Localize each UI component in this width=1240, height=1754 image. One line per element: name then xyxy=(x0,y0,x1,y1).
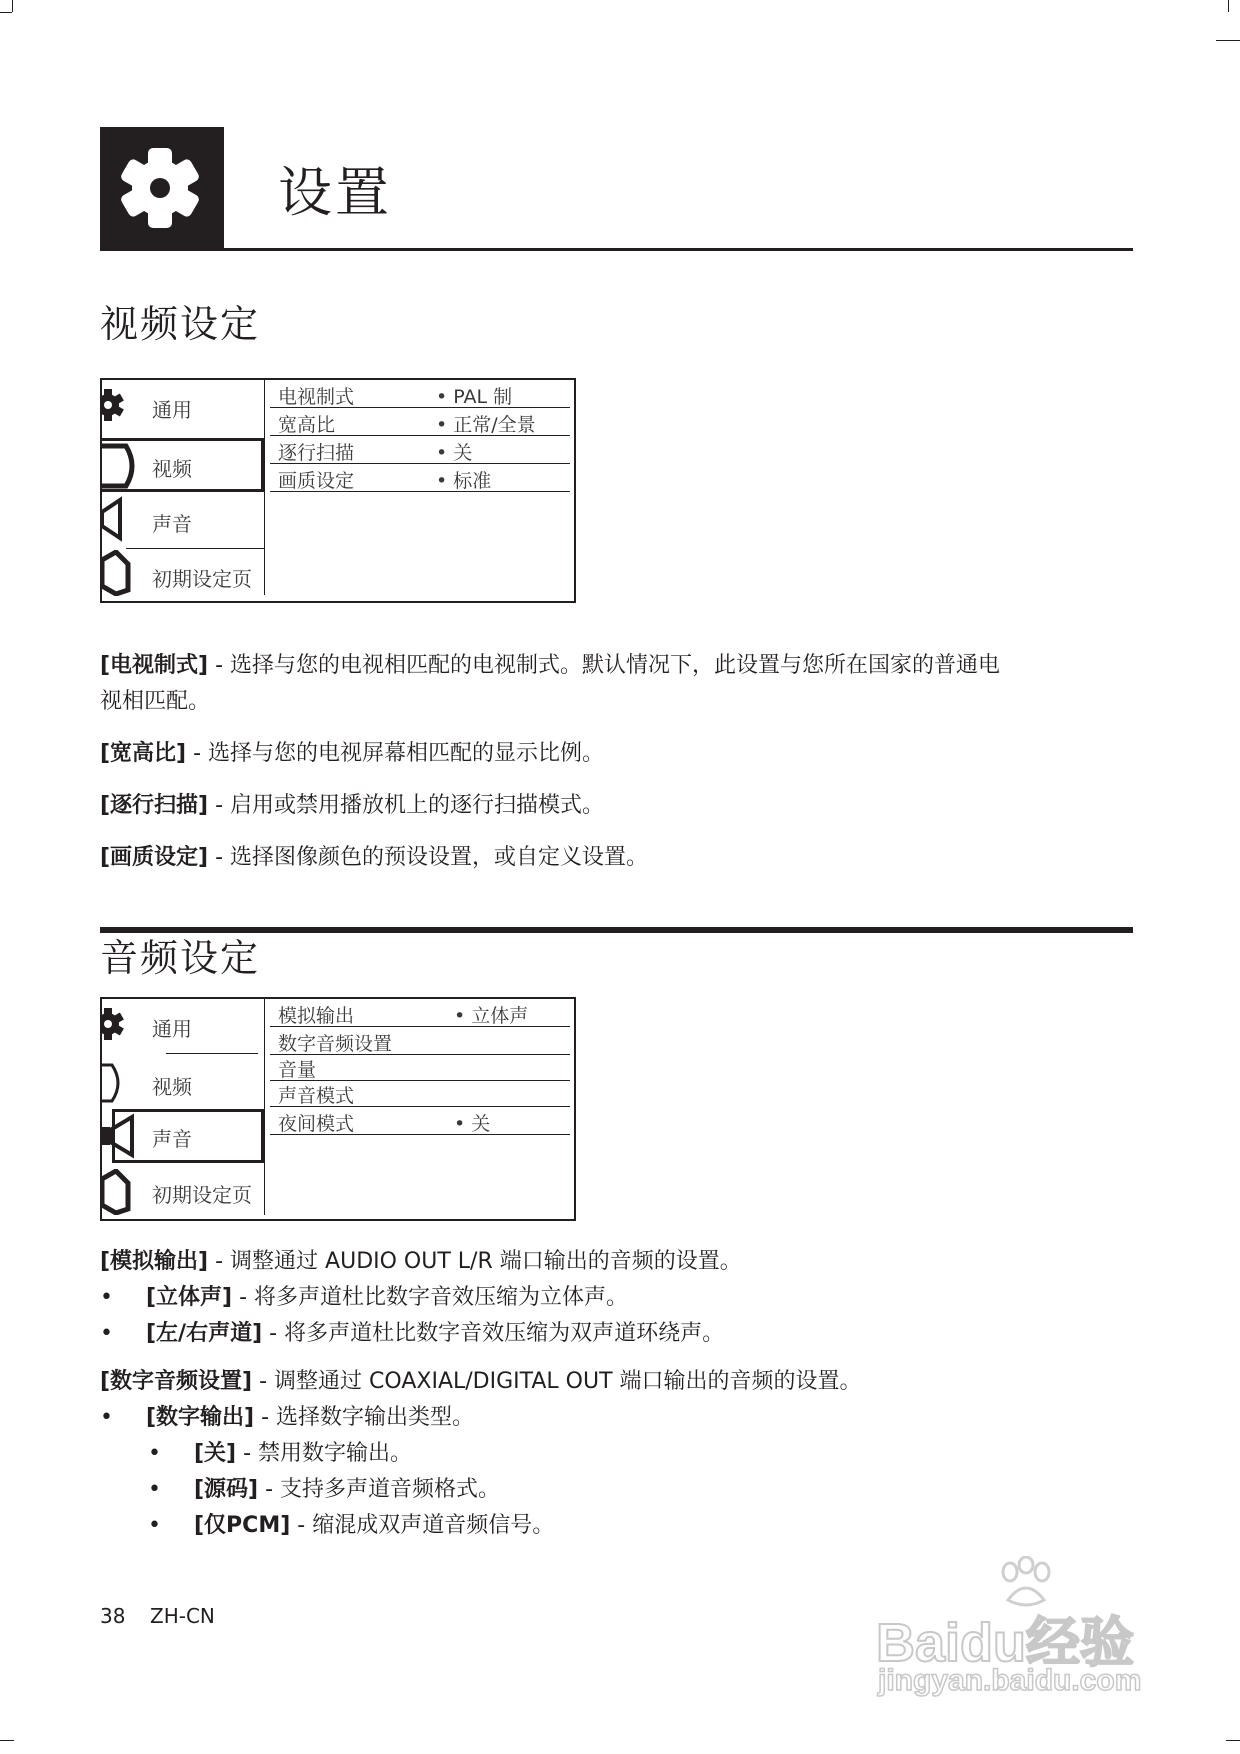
monitor-icon xyxy=(100,442,142,490)
menu-divider xyxy=(264,999,265,1215)
menu-row: 宽高比 • 正常/全景 xyxy=(270,408,570,436)
menu-row: 声音模式 xyxy=(270,1081,570,1107)
menu-row: 逐行扫描 • 关 xyxy=(270,436,570,464)
category-video: 视频 xyxy=(152,457,192,481)
category-general: 通用 xyxy=(152,398,192,422)
video-heading: 视频设定 xyxy=(100,302,261,346)
list-item: [立体声] - 将多声道杜比数字音效压缩为立体声。 xyxy=(146,1285,629,1310)
category-general: 通用 xyxy=(152,1017,192,1041)
list-item: [左/右声道] - 将多声道杜比数字音效压缩为双声道环绕声。 xyxy=(146,1321,725,1346)
crop-mark xyxy=(1216,40,1240,41)
video-menu-diagram xyxy=(100,378,576,603)
para-analog-output: [模拟输出] - 调整通过 AUDIO OUT L/R 端口输出的音频的设置。 xyxy=(100,1249,742,1274)
gear-icon xyxy=(100,380,134,430)
menu-row: 音量 xyxy=(270,1055,570,1081)
menu-row: 夜间模式 • 关 xyxy=(270,1107,570,1135)
language-code: ZH-CN xyxy=(150,1604,215,1628)
bullet: • xyxy=(148,1441,161,1466)
page-title: 设置 xyxy=(278,161,392,224)
menu-row: 画质设定 • 标准 xyxy=(270,464,570,492)
crop-mark xyxy=(12,0,13,12)
house-icon xyxy=(100,550,132,596)
crop-mark xyxy=(0,12,12,13)
category-divider xyxy=(126,548,264,549)
para-digital-audio: [数字音频设置] - 调整通过 COAXIAL/DIGITAL OUT 端口输出的音频的设置。 xyxy=(100,1369,862,1394)
category-audio: 声音 xyxy=(152,1127,192,1151)
watermark-url: jingyan.baidu.com xyxy=(878,1664,1142,1697)
list-item: [关] - 禁用数字输出。 xyxy=(194,1441,413,1466)
category-audio: 声音 xyxy=(152,512,192,536)
menu-divider xyxy=(264,380,265,595)
para-aspect-ratio: [宽高比] - 选择与您的电视屏幕相匹配的显示比例。 xyxy=(100,741,605,766)
category-video: 视频 xyxy=(152,1075,192,1099)
menu-row: 模拟输出 • 立体声 xyxy=(270,999,570,1027)
speaker-icon xyxy=(100,496,128,542)
para-picture-setting: [画质设定] - 选择图像颜色的预设设置，或自定义设置。 xyxy=(100,845,649,870)
house-icon xyxy=(100,1169,132,1215)
crop-mark xyxy=(1228,0,1229,12)
para-progressive: [逐行扫描] - 启用或禁用播放机上的逐行扫描模式。 xyxy=(100,793,605,818)
menu-row: 数字音频设置 xyxy=(270,1027,570,1055)
gear-icon xyxy=(100,127,224,250)
category-preference: 初期设定页 xyxy=(152,1183,252,1207)
audio-heading: 音频设定 xyxy=(100,936,261,980)
audio-menu-diagram xyxy=(100,997,576,1221)
gear-icon xyxy=(100,999,134,1049)
watermark-brand: Baidu经验 xyxy=(876,1613,1135,1673)
list-item: [源码] - 支持多声道音频格式。 xyxy=(194,1477,501,1502)
bullet: • xyxy=(148,1513,161,1538)
page-number: 38 xyxy=(100,1604,126,1628)
chapter-icon-box xyxy=(100,127,224,250)
baidu-watermark xyxy=(876,1556,1176,1696)
section-rule xyxy=(100,927,1133,933)
menu-row: 电视制式 • PAL 制 xyxy=(270,380,570,408)
bullet: • xyxy=(100,1405,113,1430)
category-divider xyxy=(166,1053,258,1054)
crop-mark xyxy=(1226,1740,1240,1741)
bullet: • xyxy=(148,1477,161,1502)
list-item: [数字输出] - 选择数字输出类型。 xyxy=(146,1405,475,1430)
bullet: • xyxy=(100,1321,113,1346)
category-preference: 初期设定页 xyxy=(152,567,252,591)
crop-mark xyxy=(0,1740,14,1741)
header-rule xyxy=(100,248,1133,251)
para-tv-system: [电视制式] - 选择与您的电视相匹配的电视制式。默认情况下，此设置与您所在国家的普通电 视相匹配。 xyxy=(100,653,1001,714)
list-item: [仅PCM] - 缩混成双声道音频信号。 xyxy=(194,1513,555,1538)
bullet: • xyxy=(100,1285,113,1310)
monitor-icon xyxy=(100,1061,128,1105)
speaker-icon xyxy=(100,1113,138,1159)
